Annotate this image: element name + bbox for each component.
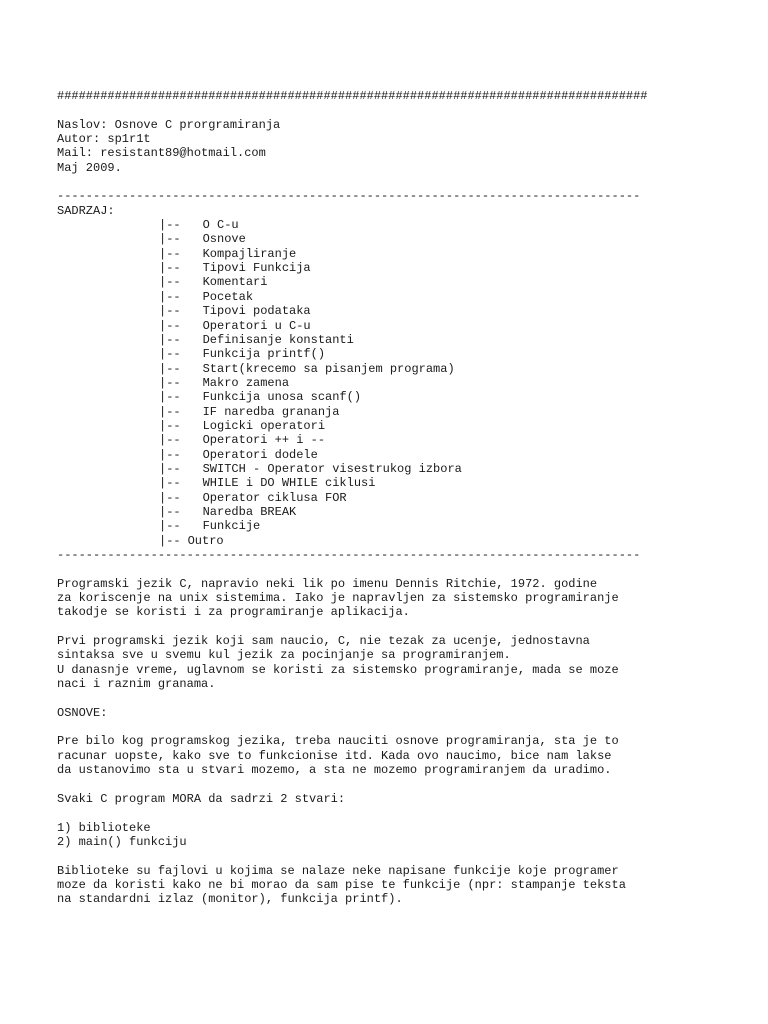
spacer (57, 849, 757, 863)
toc-branch-marker: |-- (159, 246, 181, 261)
toc-item-label: Kompajliranje (202, 246, 297, 261)
list-item: 2) main() funkciju (57, 834, 187, 849)
requirements-list (57, 821, 757, 850)
toc-branch-marker: |-- (159, 504, 181, 519)
toc-branch-marker: |-- (159, 261, 181, 276)
toc-item-label: WHILE i DO WHILE ciklusi (202, 476, 376, 491)
toc-item (57, 347, 757, 361)
toc-branch-marker: |-- (159, 519, 181, 534)
toc-item (57, 247, 757, 261)
toc-item (57, 476, 757, 490)
toc-branch-marker: |-- (159, 390, 181, 405)
toc-item (57, 261, 757, 275)
requirements-line: Svaki C program MORA da sadrzi 2 stvari: (57, 791, 346, 806)
toc-item-label: Funkcije (202, 519, 261, 534)
toc-branch-marker: |-- (159, 218, 181, 233)
toc-branch-marker: |-- (159, 533, 181, 548)
toc-branch-marker: |-- (159, 404, 181, 419)
toc-branch-marker: |-- (159, 461, 181, 476)
toc-branch-marker: |-- (159, 347, 181, 362)
spacer (57, 175, 757, 189)
spacer (57, 720, 757, 734)
hash-rule: ################################################################################## (57, 89, 648, 103)
spacer (57, 778, 757, 792)
toc-item (57, 218, 757, 232)
toc-branch-marker: |-- (159, 304, 181, 319)
paragraph-line: Prvi programski jezik koji sam naucio, C, nie tezak za ucenje, jednostavna (57, 634, 590, 649)
toc-branch-marker: |-- (159, 433, 181, 448)
toc-item-label: Start(krecemo sa pisanjem programa) (202, 361, 455, 376)
toc-heading: SADRZAJ: (57, 203, 115, 218)
toc-item-label: Logicki operatori (202, 418, 326, 433)
spacer (57, 691, 757, 705)
spacer (57, 562, 757, 576)
basics-paragraph (57, 734, 757, 777)
spacer (57, 620, 757, 634)
toc-item (57, 433, 757, 447)
toc-branch-marker: |-- (159, 275, 181, 290)
osnove-heading: OSNOVE: (57, 705, 108, 720)
toc-item (57, 462, 757, 476)
spacer (57, 103, 757, 117)
toc-branch-marker: |-- (159, 490, 181, 505)
author-line: Autor: sp1r1t (57, 132, 151, 147)
toc-item (57, 275, 757, 289)
toc-item (57, 333, 757, 347)
first-language-paragraph (57, 634, 757, 691)
toc-branch-marker: |-- (159, 375, 181, 390)
toc-branch-marker: |-- (159, 418, 181, 433)
toc-item (57, 290, 757, 304)
intro-paragraph (57, 577, 757, 620)
toc-item-label: Pocetak (202, 289, 254, 304)
document-body (57, 89, 757, 907)
toc-item-label: Outro (187, 533, 224, 548)
toc-item-label: Funkcija printf() (202, 347, 326, 362)
toc-item (57, 534, 757, 548)
paragraph-line: na standardni izlaz (monitor), funkcija printf). (57, 892, 403, 907)
paragraph-line: racunar uopste, kako sve to funkcionise itd. Kada ovo naucimo, bice nam lakse (57, 748, 612, 763)
toc-branch-marker: |-- (159, 232, 181, 247)
toc-item (57, 505, 757, 519)
toc-item-label: Definisanje konstanti (202, 332, 354, 347)
toc-item-label: Funkcija unosa scanf() (202, 390, 362, 405)
toc-item (57, 448, 757, 462)
paragraph-line: naci i raznim granama. (57, 677, 216, 692)
toc-item-label: Naredba BREAK (202, 504, 297, 519)
title-line: Naslov: Osnove C prorgramiranja (57, 117, 281, 132)
spacer (57, 806, 757, 820)
toc-branch-marker: |-- (159, 476, 181, 491)
toc-item-label: Tipovi podataka (202, 304, 311, 319)
toc-item-label: Operatori ++ i -- (202, 433, 326, 448)
toc-item-label: O C-u (202, 218, 239, 233)
toc-branch-marker: |-- (159, 318, 181, 333)
dash-rule-bottom: --------------------------------------------------------------------------------- (57, 548, 641, 562)
paragraph-line: Programski jezik C, napravio neki lik po imenu Dennis Ritchie, 1972. godine (57, 576, 598, 591)
toc-branch-marker: |-- (159, 447, 181, 462)
toc-item (57, 376, 757, 390)
dash-rule-top: --------------------------------------------------------------------------------- (57, 189, 641, 204)
toc-branch-marker: |-- (159, 332, 181, 347)
toc-item-label: Operatori dodele (202, 447, 318, 462)
toc-item (57, 304, 757, 318)
toc-item-label: SWITCH - Operator visestrukog izbora (202, 461, 462, 476)
paragraph-line: moze da koristi kako ne bi morao da sam pise te funkcije (npr: stampanje teksta (57, 877, 626, 892)
toc-item (57, 519, 757, 533)
paragraph-line: U danasnje vreme, uglavnom se koristi za sistemsko programiranje, mada se moze (57, 662, 619, 677)
mail-line: Mail: resistant89@hotmail.com (57, 146, 266, 161)
toc-item-label: Komentari (202, 275, 268, 290)
paragraph-line: takodje se koristi i za programiranje aplikacija. (57, 605, 410, 620)
toc-item (57, 419, 757, 433)
paragraph-line: za koriscenje na unix sistemima. Iako je napravljen za sistemsko programiranje (57, 591, 619, 606)
toc-item-label: Operatori u C-u (202, 318, 311, 333)
toc-item-label: Tipovi Funkcija (202, 261, 311, 276)
table-of-contents (57, 218, 757, 548)
toc-item (57, 491, 757, 505)
list-item: 1) biblioteke (57, 820, 151, 835)
toc-item-label: Osnove (202, 232, 246, 247)
toc-branch-marker: |-- (159, 361, 181, 376)
toc-item-label: Operator ciklusa FOR (202, 490, 347, 505)
toc-item (57, 232, 757, 246)
paragraph-line: sintaksa sve u svemu kul jezik za pocinjanje sa programiranjem. (57, 648, 511, 663)
paragraph-line: da ustanovimo sta u stvari mozemo, a sta ne mozemo programiranjem da uradimo. (57, 763, 612, 778)
paragraph-line: Pre bilo kog programskog jezika, treba nauciti osnove programiranja, sta je to (57, 734, 619, 749)
toc-item-label: IF naredba grananja (202, 404, 340, 419)
toc-item (57, 319, 757, 333)
toc-item (57, 405, 757, 419)
toc-item (57, 390, 757, 404)
toc-branch-marker: |-- (159, 289, 181, 304)
toc-item (57, 362, 757, 376)
paragraph-line: Biblioteke su fajlovi u kojima se nalaze neke napisane funkcije koje programer (57, 863, 619, 878)
date-line: Maj 2009. (57, 160, 122, 175)
libraries-paragraph (57, 864, 757, 907)
toc-item-label: Makro zamena (202, 375, 290, 390)
